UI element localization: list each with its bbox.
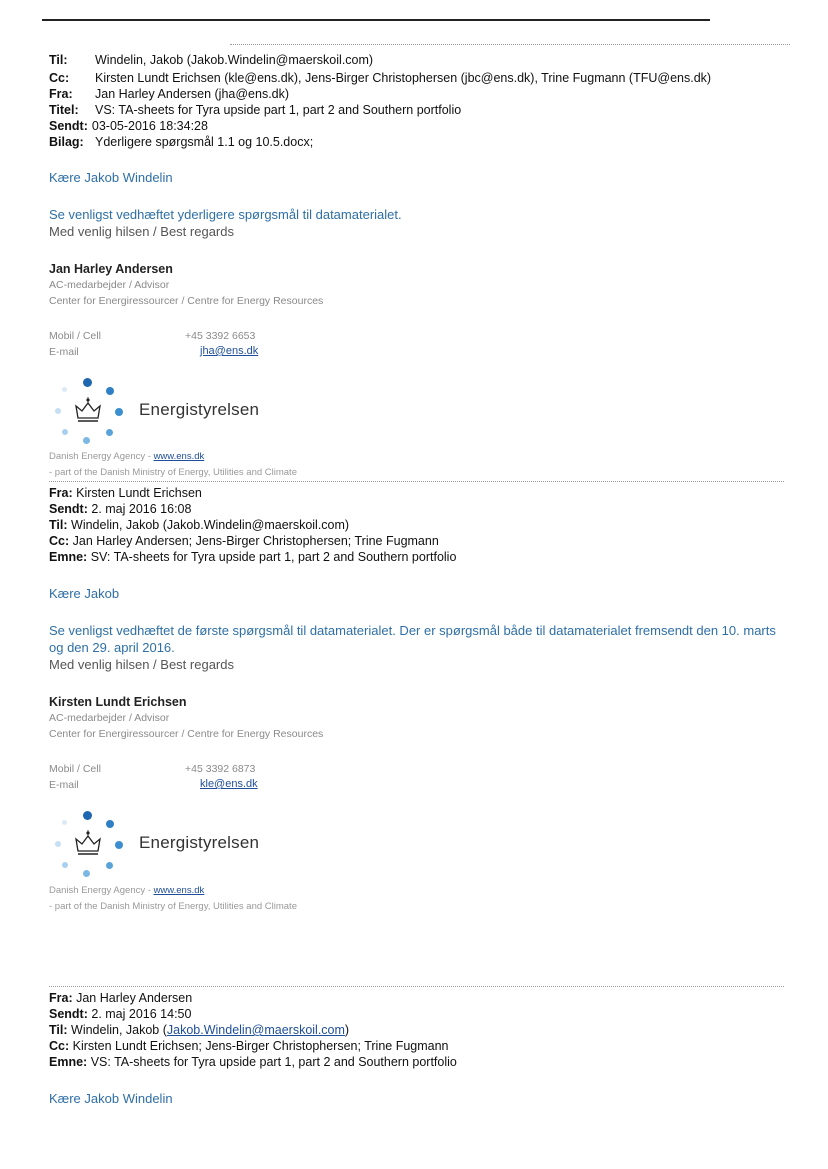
title-label: Titel: [49, 103, 79, 117]
sig1-name: Jan Harley Andersen [49, 262, 173, 276]
attachment-value[interactable]: Yderligere spørgsmål 1.1 og 10.5.docx; [95, 135, 314, 149]
sent-label: Sendt: [49, 1007, 88, 1021]
title-value: VS: TA-sheets for Tyra upside part 1, part 2 and Southern portfolio [95, 103, 462, 117]
sig1-role: AC-medarbejder / Advisor [49, 279, 170, 291]
top-rule [42, 19, 710, 21]
msg2-closing: Med venlig hilsen / Best regards [49, 657, 234, 672]
sent-value: 2. maj 2016 16:08 [91, 502, 192, 516]
logo-dot [106, 429, 113, 436]
sent-value: 2. maj 2016 14:50 [91, 1007, 192, 1021]
sig2-mobile-label: Mobil / Cell [49, 763, 101, 775]
attachment-label: Bilag: [49, 135, 84, 149]
logo-dot [83, 378, 92, 387]
cc-label: Cc: [49, 71, 70, 85]
sig2-name: Kirsten Lundt Erichsen [49, 695, 187, 709]
header3-from [49, 991, 192, 1007]
logo-dot [106, 820, 114, 828]
subject-label: Emne: [49, 550, 88, 564]
sig1-email-label: E-mail [49, 346, 79, 358]
agency-text: Danish Energy Agency - [49, 885, 154, 896]
msg2-body: Se venligst vedhæftet de første spørgsmål til datamaterialet. Der er spørgsmål både til datamaterialet fremsendt den 10. marts og den 29. april 2016. [49, 623, 776, 655]
sig1-mobile: +45 3392 6653 [185, 330, 256, 342]
header3-sent [49, 1007, 191, 1023]
logo-dot [83, 437, 90, 444]
logo-dot [106, 387, 114, 395]
sig1-dept: Center for Energiressourcer / Centre for Energy Resources [49, 295, 324, 307]
header3-subject [49, 1055, 457, 1071]
header1-to [49, 52, 373, 68]
subject-value: SV: TA-sheets for Tyra upside part 1, part 2 and Southern portfolio [90, 550, 457, 564]
header2-to [49, 518, 349, 534]
msg1-body: Se venligst vedhæftet yderligere spørgsmål til datamaterialet. [49, 207, 402, 222]
crown-icon [73, 829, 103, 859]
logo-dot [62, 429, 68, 435]
sig2-role: AC-medarbejder / Advisor [49, 712, 170, 724]
from-label: Fra: [49, 87, 73, 101]
sent-label: Sendt: [49, 502, 88, 516]
to-suffix: ) [344, 1023, 350, 1037]
cc-value: Kirsten Lundt Erichsen; Jens-Birger Christophersen; Trine Fugmann [72, 1039, 449, 1053]
to-label: Til: [49, 518, 68, 532]
header3-to [49, 1023, 349, 1039]
sent-value: 03-05-2016 18:34:28 [91, 119, 208, 133]
sig2-email-link[interactable]: kle@ens.dk [200, 778, 258, 790]
from-value: Jan Harley Andersen [76, 991, 193, 1005]
header1-cc [49, 70, 711, 86]
logo-dot [62, 862, 68, 868]
logo-dot [62, 387, 67, 392]
from-label: Fra: [49, 486, 73, 500]
header2-from [49, 486, 202, 502]
sent-label: Sendt: [49, 119, 88, 133]
logo-dot [106, 862, 113, 869]
sig1-logo [49, 376, 279, 456]
header1-attachment [49, 134, 313, 150]
to-label: Til: [49, 1023, 68, 1037]
sig2-email-label: E-mail [49, 779, 79, 791]
cc-value: Jan Harley Andersen; Jens-Birger Christophersen; Trine Fugmann [72, 534, 439, 548]
from-value: Jan Harley Andersen (jha@ens.dk) [95, 87, 290, 101]
logo-dot [55, 408, 61, 414]
sig2-logo [49, 809, 279, 889]
sig2-agency [49, 885, 204, 896]
msg1-greeting: Kære Jakob Windelin [49, 170, 173, 185]
sig2-ministry: - part of the Danish Ministry of Energy, Utilities and Climate [49, 901, 297, 912]
to-email-link[interactable]: Jakob.Windelin@maerskoil.com [166, 1023, 345, 1037]
msg1-closing: Med venlig hilsen / Best regards [49, 224, 234, 239]
msg2-greeting: Kære Jakob [49, 586, 120, 601]
separator-1 [49, 481, 784, 482]
to-value: Windelin, Jakob (Jakob.Windelin@maerskoil.com) [95, 53, 374, 67]
header1-title [49, 102, 461, 118]
cc-label: Cc: [49, 1039, 70, 1053]
header2-subject [49, 550, 456, 566]
subject-value: VS: TA-sheets for Tyra upside part 1, part 2 and Southern portfolio [90, 1055, 457, 1069]
subject-label: Emne: [49, 1055, 88, 1069]
sig1-mobile-label: Mobil / Cell [49, 330, 101, 342]
cc-value: Kirsten Lundt Erichsen (kle@ens.dk), Jens-Birger Christophersen (jbc@ens.dk), Trine Fugmann (TFU@ens.dk) [95, 71, 712, 85]
logo-wordmark: Energistyrelsen [139, 833, 260, 852]
logo-dot [83, 870, 90, 877]
agency-text: Danish Energy Agency - [49, 451, 154, 462]
sig2-dept: Center for Energiressourcer / Centre for Energy Resources [49, 728, 324, 740]
header2-sent [49, 502, 191, 518]
header1-sent [49, 118, 208, 134]
logo-dot [55, 841, 61, 847]
agency-link[interactable]: www.ens.dk [153, 451, 205, 462]
sig1-agency [49, 451, 204, 462]
logo-wordmark: Energistyrelsen [139, 400, 260, 419]
logo-dot [115, 841, 123, 849]
crown-icon [73, 396, 103, 426]
from-label: Fra: [49, 991, 73, 1005]
header2-cc [49, 534, 439, 550]
logo-dot [62, 820, 67, 825]
header1-from [49, 86, 289, 102]
cc-label: Cc: [49, 534, 70, 548]
to-value: Windelin, Jakob (Jakob.Windelin@maerskoil.com) [71, 518, 350, 532]
top-dotted-rule [230, 44, 790, 45]
sig2-mobile: +45 3392 6873 [185, 763, 256, 775]
agency-link[interactable]: www.ens.dk [153, 885, 205, 896]
from-value: Kirsten Lundt Erichsen [76, 486, 202, 500]
separator-2 [49, 986, 784, 987]
to-prefix: Windelin, Jakob ( [71, 1023, 167, 1037]
logo-dot [83, 811, 92, 820]
sig1-email-link[interactable]: jha@ens.dk [200, 345, 259, 357]
header3-cc [49, 1039, 449, 1055]
logo-dot [115, 408, 123, 416]
msg3-greeting: Kære Jakob Windelin [49, 1091, 173, 1106]
sig1-ministry: - part of the Danish Ministry of Energy, Utilities and Climate [49, 467, 297, 478]
to-label: Til: [49, 53, 68, 67]
